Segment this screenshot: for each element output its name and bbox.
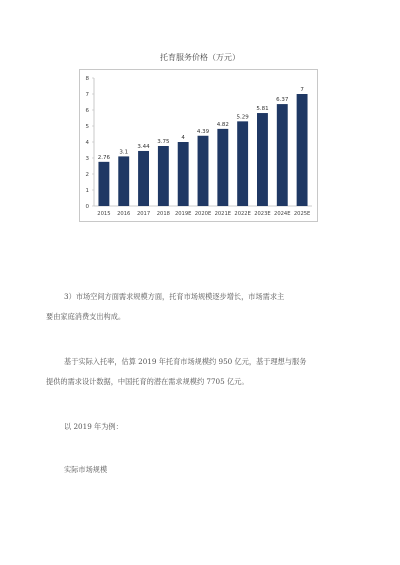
x-tick-label: 2024E <box>274 211 291 217</box>
y-tick-label: 8 <box>85 76 89 82</box>
y-tick-label: 6 <box>85 108 89 114</box>
x-tick-label: 2025E <box>293 211 311 217</box>
data-label: 5.81 <box>256 106 269 113</box>
paragraph-3: 以 2019 年为例： <box>64 422 123 431</box>
bar <box>98 162 109 206</box>
x-tick-label: 2015 <box>97 211 111 217</box>
x-tick-label: 2017 <box>136 211 151 217</box>
bar <box>277 104 288 206</box>
x-tick-label: 2018 <box>156 211 170 217</box>
x-tick-label: 2019E <box>174 211 192 217</box>
data-label: 6.37 <box>276 97 289 104</box>
x-tick-label: 2021E <box>214 211 232 217</box>
paragraph-1-line-2: 要由家庭消费支出构成。 <box>46 312 126 321</box>
paragraph-4: 实际市场规模 <box>64 465 108 474</box>
bar <box>178 142 189 206</box>
data-label: 2.76 <box>97 154 111 161</box>
bar <box>118 156 129 206</box>
data-label: 7 <box>300 87 304 93</box>
bar <box>198 136 209 206</box>
bar-chart <box>79 69 318 222</box>
y-tick-label: 4 <box>85 140 89 146</box>
bar <box>257 113 268 206</box>
data-label: 4.82 <box>216 121 229 128</box>
x-tick-label: 2022E <box>234 211 251 217</box>
y-tick-label: 7 <box>85 92 89 98</box>
data-label: 4.39 <box>196 128 210 135</box>
bar <box>158 146 169 206</box>
data-label: 4 <box>181 135 185 141</box>
x-tick-label: 2016 <box>117 211 131 217</box>
y-tick-label: 2 <box>85 172 89 178</box>
bar <box>237 121 248 206</box>
paragraph-2-line-1: 基于实际入托率，估算 2019 年托育市场规模约 950 亿元，基于理想与服务 <box>64 357 307 366</box>
paragraph-1-line-1: 3）市场空间方面需求规模方面，托育市场规模逐步增长，市场需求主 <box>64 292 285 301</box>
bar <box>138 151 149 206</box>
paragraph-2-line-2: 提供的需求设计数据，中国托育的潜在需求规模约 7705 亿元。 <box>46 377 249 386</box>
y-tick-label: 0 <box>85 204 89 210</box>
y-tick-label: 3 <box>85 156 89 162</box>
bar <box>297 94 308 206</box>
data-label: 3.44 <box>137 143 150 150</box>
data-label: 5.29 <box>236 114 249 121</box>
y-tick-label: 5 <box>85 124 89 130</box>
y-tick-label: 1 <box>85 188 89 194</box>
x-tick-label: 2023E <box>254 211 271 217</box>
chart-title: 托育服务价格（万元） <box>160 53 240 62</box>
x-tick-label: 2020E <box>194 211 212 217</box>
data-label: 3.1 <box>119 149 129 156</box>
bar <box>217 129 228 206</box>
data-label: 3.75 <box>157 139 170 145</box>
